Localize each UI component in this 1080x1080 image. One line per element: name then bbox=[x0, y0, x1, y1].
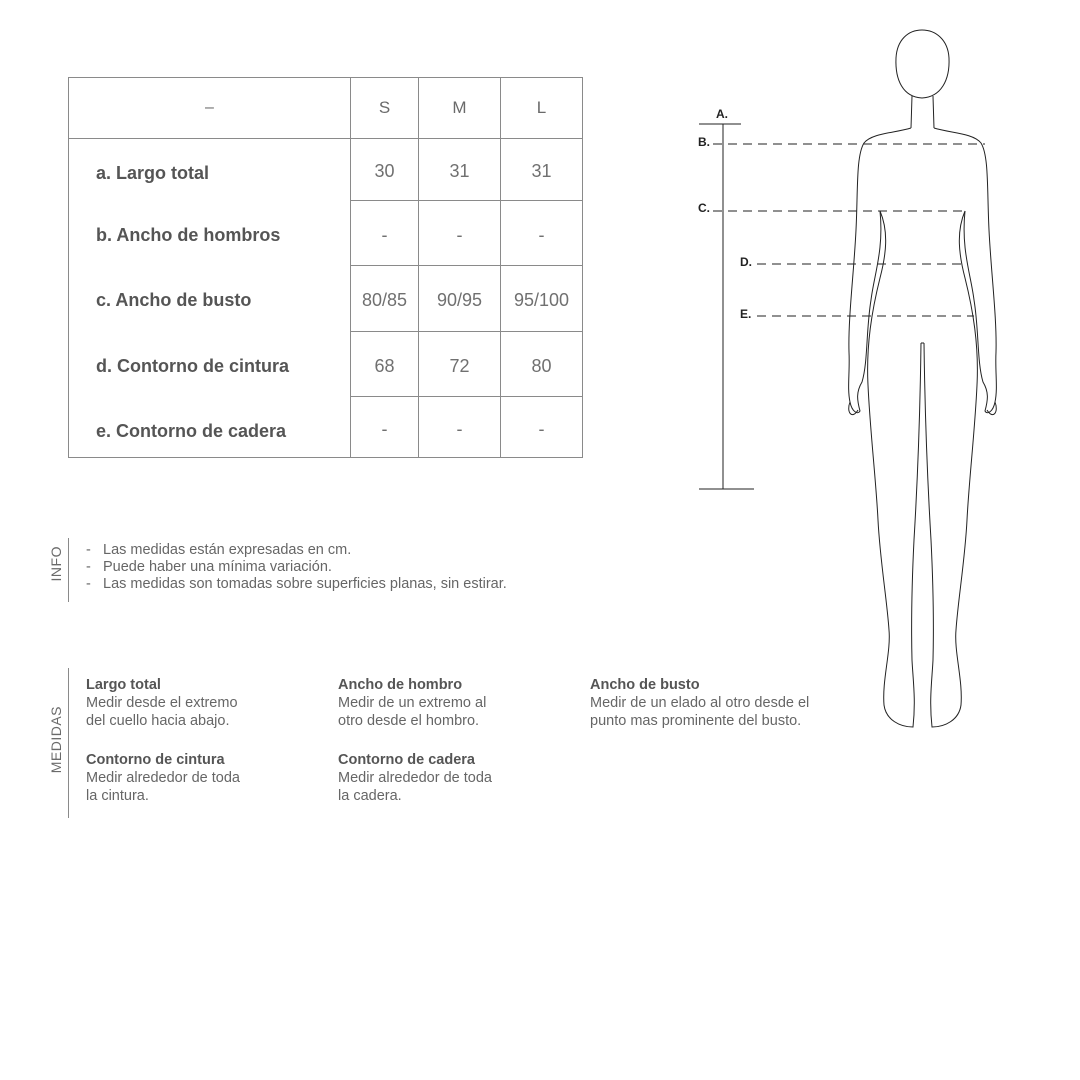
guide-ancho-hombro bbox=[338, 676, 486, 730]
info-divider bbox=[68, 538, 69, 602]
info-note: - Las medidas están expresadas en cm. bbox=[86, 542, 507, 559]
table-cell: 68 bbox=[351, 332, 419, 397]
info-note: - Puede haber una mínima variación. bbox=[86, 559, 507, 576]
info-note: - Las medidas son tomadas sobre superficies planas, sin estirar. bbox=[86, 576, 507, 593]
measurement-lines bbox=[713, 144, 985, 316]
guide-desc: del cuello hacia abajo. bbox=[86, 713, 230, 729]
table-cell: 72 bbox=[419, 332, 501, 397]
guide-desc: Medir de un extremo al bbox=[338, 695, 487, 711]
row-label-contorno-cadera: e. Contorno de cadera bbox=[69, 397, 351, 458]
table-cell: - bbox=[351, 201, 419, 266]
info-heading: INFO bbox=[48, 546, 64, 582]
table-cell: 95/100 bbox=[501, 266, 583, 332]
size-table bbox=[68, 77, 583, 458]
info-notes bbox=[86, 542, 507, 593]
guide-desc: Medir desde el extremo bbox=[86, 695, 238, 711]
table-row bbox=[69, 201, 583, 266]
table-row bbox=[69, 332, 583, 397]
guide-title: Contorno de cintura bbox=[86, 752, 225, 768]
table-row bbox=[69, 139, 583, 201]
label-e: E. bbox=[740, 307, 752, 321]
body-measurement-figure bbox=[690, 20, 1010, 740]
guide-desc: Medir alrededor de toda bbox=[338, 770, 492, 786]
table-cell: - bbox=[351, 397, 419, 458]
guide-title: Ancho de busto bbox=[590, 677, 700, 693]
guide-title: Ancho de hombro bbox=[338, 677, 463, 693]
size-header-row bbox=[69, 78, 583, 139]
guide-title: Contorno de cadera bbox=[338, 752, 475, 768]
guide-desc: otro desde el hombro. bbox=[338, 713, 480, 729]
medidas-divider bbox=[68, 668, 69, 818]
table-row bbox=[69, 397, 583, 458]
table-cell: 30 bbox=[351, 139, 419, 201]
table-cell: 80/85 bbox=[351, 266, 419, 332]
guide-contorno-cintura bbox=[86, 751, 240, 805]
row-label-largo-total: a. Largo total bbox=[69, 139, 351, 201]
guide-desc: la cintura. bbox=[86, 788, 149, 804]
guide-desc: Medir alrededor de toda bbox=[86, 770, 240, 786]
table-cell: 31 bbox=[501, 139, 583, 201]
label-c: C. bbox=[698, 201, 710, 215]
table-cell: - bbox=[501, 397, 583, 458]
label-d: D. bbox=[740, 255, 752, 269]
guide-contorno-cadera bbox=[338, 751, 492, 805]
table-cell: - bbox=[501, 201, 583, 266]
guide-desc: la cadera. bbox=[338, 788, 402, 804]
table-cell: 90/95 bbox=[419, 266, 501, 332]
table-cell: 31 bbox=[419, 139, 501, 201]
guide-desc: punto mas prominente del busto. bbox=[590, 713, 802, 729]
label-b: B. bbox=[698, 135, 710, 149]
guide-title: Largo total bbox=[86, 677, 161, 693]
size-header-m: M bbox=[419, 78, 501, 139]
corner-cell: – bbox=[69, 78, 351, 139]
table-cell: - bbox=[419, 201, 501, 266]
size-header-s: S bbox=[351, 78, 419, 139]
guide-largo-total bbox=[86, 676, 238, 730]
guide-desc: Medir de un elado al otro desde el bbox=[590, 695, 810, 711]
body-outline bbox=[849, 30, 997, 727]
row-label-ancho-hombros: b. Ancho de hombros bbox=[69, 201, 351, 266]
size-header-l: L bbox=[501, 78, 583, 139]
table-cell: - bbox=[419, 397, 501, 458]
table-cell: 80 bbox=[501, 332, 583, 397]
table-row bbox=[69, 266, 583, 332]
row-label-contorno-cintura: d. Contorno de cintura bbox=[69, 332, 351, 397]
row-label-ancho-busto: c. Ancho de busto bbox=[69, 266, 351, 332]
medidas-heading: MEDIDAS bbox=[48, 706, 64, 774]
label-a: A. bbox=[716, 107, 728, 121]
